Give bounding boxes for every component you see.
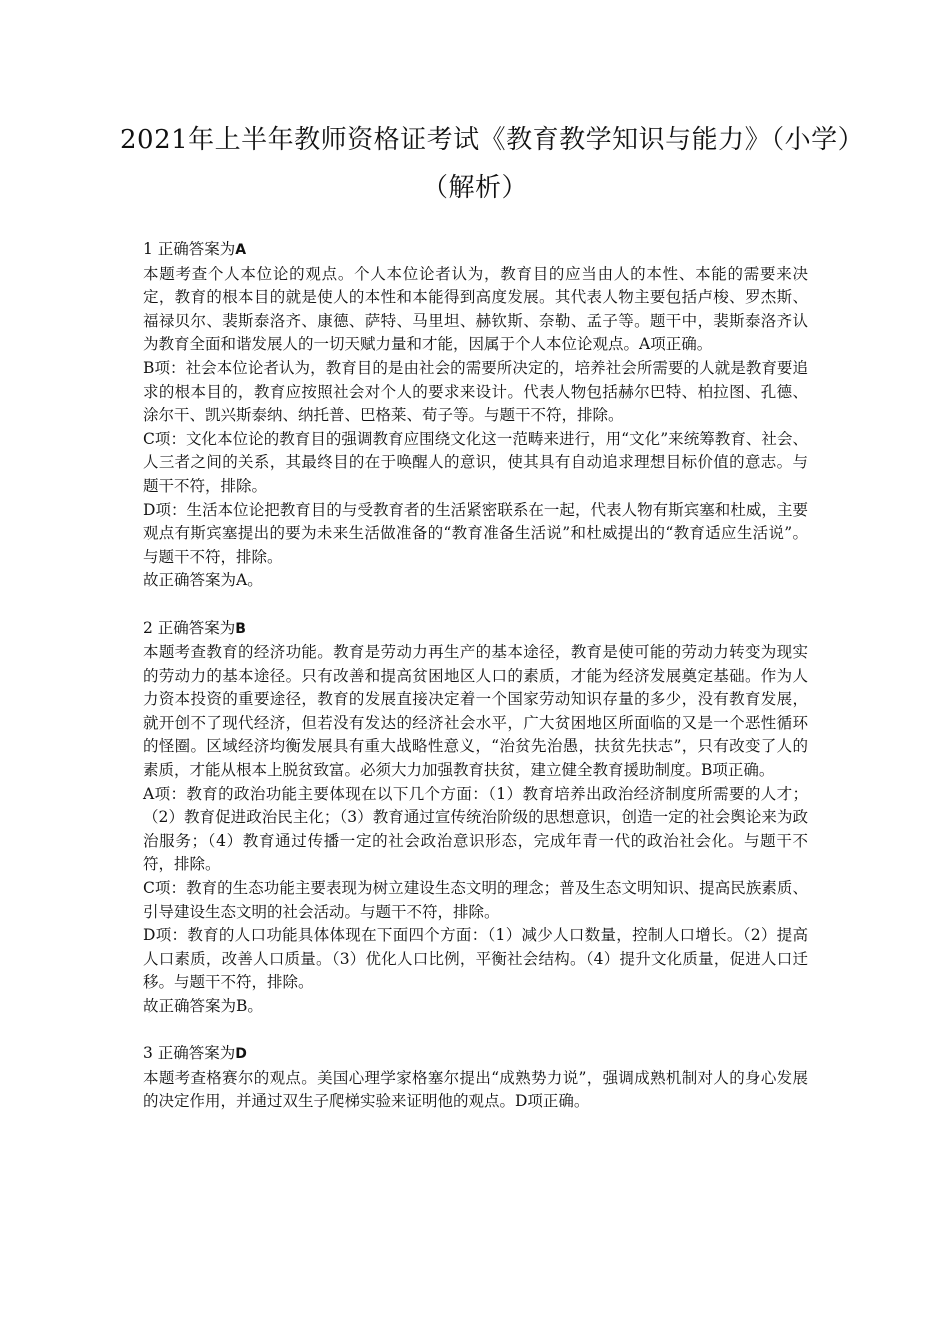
conclusion-line: 故正确答案为B。: [143, 997, 263, 1015]
option-a-explanation: A项：教育的政治功能主要体现在以下几个方面：（1）教育培养出政治经济制度所需要的人才；（2）教育促进政治民主化；（3）教育通过宣传统治阶级的思想意识，创造一定的社会舆论来为政治服务；（4）教育通过传播一定的社会政治意识形态，完成年青一代的政治社会化。与题干不符，排除。: [143, 784, 808, 874]
option-d-explanation: D项：生活本位论把教育目的与受教育者的生活紧密联系在一起，代表人物有斯宾塞和杜威，主要观点有斯宾塞提出的要为未来生活做准备的“教育准备生活说”和杜威提出的“教育适应生活说”。与题干不符，排除。: [143, 500, 808, 566]
correct-answer-letter: D: [235, 1046, 247, 1063]
conclusion-line: 故正确答案为A。: [143, 571, 263, 590]
document-subtitle: （解析）: [421, 173, 528, 203]
correct-answer-letter: A: [235, 242, 247, 258]
question-number-label: 1 正确答案为: [143, 240, 236, 258]
correct-answer-letter: B: [235, 620, 246, 637]
question-1-section: [143, 238, 808, 593]
question-3-section: [143, 1042, 808, 1114]
analysis-paragraph: 本题考查格赛尔的观点。美国心理学家格塞尔提出“成熟势力说”，强调成熟机制对人的身心发展的决定作用，并通过双生子爬梯实验来证明他的观点。D项正确。: [143, 1068, 808, 1111]
question-2-section: [143, 617, 808, 1019]
option-b-explanation: B项：社会本位论者认为，教育目的是由社会的需要所决定的，培养社会所需要的人就是教育要追求的根本目的，教育应按照社会对个人的要求来设计。代表人物包括赫尔巴特、柏拉图、孔德、涂尔干、凯兴斯泰纳、纳托普、巴格莱、荀子等。与题干不符，排除。: [143, 358, 808, 425]
document-title: 2021年上半年教师资格证考试《教育教学知识与能力》（小学）: [120, 125, 865, 155]
question-heading: [143, 617, 808, 642]
answer-analysis-body: [143, 238, 808, 1114]
option-d-explanation: D项：教育的人口功能具体体现在下面四个方面：（1）减少人口数量，控制人口增长。（2）提高人口素质，改善人口质量。（3）优化人口比例，平衡社会结构。（4）提升文化质量，促进人口迁移。与题干不符，排除。: [143, 926, 808, 992]
question-heading: [143, 238, 808, 263]
option-c-explanation: C项：文化本位论的教育目的强调教育应围绕文化这一范畴来进行，用“文化”来统筹教育、社会、人三者之间的关系，其最终目的在于唤醒人的意识，使其具有自动追求理想目标价值的意志。与题干不符，排除。: [143, 429, 808, 495]
question-number-label: 3 正确答案为: [143, 1044, 236, 1063]
question-number-label: 2 正确答案为: [143, 618, 236, 637]
analysis-paragraph: 本题考查个人本位论的观点。个人本位论者认为，教育目的应当由人的本性、本能的需要来决定，教育的根本目的就是使人的本性和本能得到高度发展。其代表人物主要包括卢梭、罗杰斯、福禄贝尔、裴斯泰洛齐、康德、萨特、马里坦、赫钦斯、奈勒、孟子等。题干中，裴斯泰洛齐认为教育全面和谐发展人的一切天赋力量和才能，因属于个人本位论观点。A项正确。: [143, 264, 808, 354]
analysis-paragraph: 本题考查教育的经济功能。教育是劳动力再生产的基本途径，教育是使可能的劳动力转变为现实的劳动力的基本途径。只有改善和提高贫困地区人口的素质，才能为经济发展奠定基础。作为人力资本投资的重要途径，教育的发展直接决定着一个国家劳动知识存量的多少，没有教育发展，就开创不了现代经济，但若没有发达的经济社会水平，广大贫困地区所面临的又是一个恶性循环的怪圈。区域经济均衡发展具有重大战略性意义，“治贫先治愚，扶贫先扶志”，只有改变了人的素质，才能从根本上脱贫致富。必须大力加强教育扶贫，建立健全教育援助制度。B项正确。: [143, 643, 808, 780]
option-c-explanation: C项：教育的生态功能主要表现为树立建设生态文明的理念；普及生态文明知识、提高民族素质、引导建设生态文明的社会活动。与题干不符，排除。: [143, 879, 808, 921]
question-heading: [143, 1042, 808, 1067]
